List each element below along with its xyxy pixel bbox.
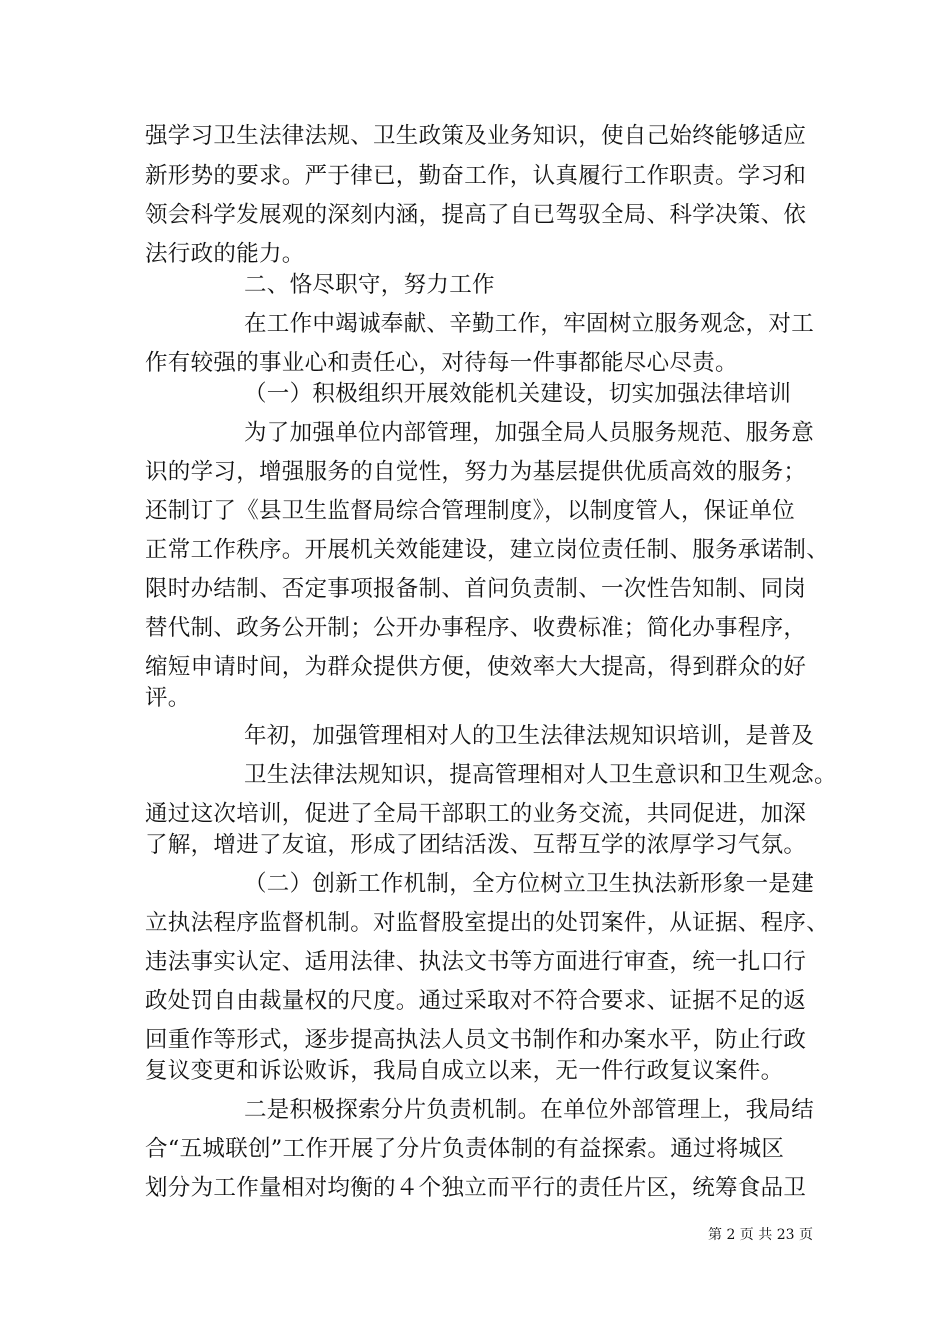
paragraph-start: 为了加强单位内部管理，加强全局人员服务规范、服务意 [244, 420, 815, 446]
paragraph-start: 在工作中竭诚奉献、辛勤工作，牢固树立服务观念，对工 [244, 311, 815, 337]
paragraph-start: 二是积极探索分片负责机制。在单位外部管理上，我局结 [244, 1097, 815, 1123]
text-line: 缩短申请时间，为群众提供方便，使效率大大提高，得到群众的好 [145, 654, 807, 680]
paragraph-start: 年初，加强管理相对人的卫生法律法规知识培训，是普及 [244, 723, 815, 749]
text-line: 卫生法律法规知识，提高管理相对人卫生意识和卫生观念。 [244, 762, 837, 788]
text-line: 通过这次培训，促进了全局干部职工的业务交流，共同促进，加深 [145, 801, 807, 827]
text-line: 还制订了《县卫生监督局综合管理制度》，以制度管人，保证单位 [145, 498, 795, 524]
text-line: 新形势的要求。严于律已，勤奋工作，认真履行工作职责。学习和 [145, 163, 807, 189]
text-line: 了解，增进了友谊，形成了团结活泼、互帮互学的浓厚学习气氛。 [145, 832, 807, 858]
text-line: 识的学习，增强服务的自觉性，努力为基层提供优质高效的服务； [145, 459, 807, 485]
text-line: 回重作等形式，逐步提高执法人员文书制作和办案水平，防止行政 [145, 1027, 807, 1053]
text-line: 法行政的能力。 [145, 241, 305, 267]
page-number-footer: 第 2 页 共 23 页 [708, 1227, 813, 1243]
text-line: 正常工作秩序。开展机关效能建设，建立岗位责任制、服务承诺制、 [145, 537, 830, 563]
text-line: 复议变更和诉讼败诉，我局自成立以来，无一件行政复议案件。 [145, 1058, 784, 1084]
text-line: 作有较强的事业心和责任心，对待每一件事都能尽心尽责。 [145, 350, 738, 376]
text-line: 政处罚自由裁量权的尺度。通过采取对不符合要求、证据不足的返 [145, 988, 807, 1014]
text-line: 违法事实认定、适用法律、执法文书等方面进行审查，统一扎口行 [145, 949, 807, 975]
subsection-heading: （二）创新工作机制，全方位树立卫生执法新形象一是建 [244, 871, 815, 897]
text-line: 评。 [145, 685, 191, 711]
section-heading: 二、恪尽职守，努力工作 [244, 272, 495, 298]
text-line: 领会科学发展观的深刻内涵，提高了自已驾驭全局、科学决策、依 [145, 202, 807, 228]
text-line: 强学习卫生法律法规、卫生政策及业务知识，使自己始终能够适应 [145, 123, 807, 149]
text-line: 合“五城联创”工作开展了分片负责体制的有益探索。通过将城区 [145, 1136, 785, 1162]
text-line: 限时办结制、否定事项报备制、首问负责制、一次性告知制、同岗 [145, 576, 807, 602]
text-line: 替代制、政务公开制；公开办事程序、收费标准；简化办事程序， [145, 615, 807, 641]
text-line: 划分为工作量相对均衡的４个独立而平行的责任片区，统筹食品卫 [145, 1175, 807, 1201]
subsection-heading: （一）积极组织开展效能机关建设，切实加强法律培训 [244, 381, 792, 407]
text-line: 立执法程序监督机制。对监督股室提出的处罚案件，从证据、程序、 [145, 910, 830, 936]
